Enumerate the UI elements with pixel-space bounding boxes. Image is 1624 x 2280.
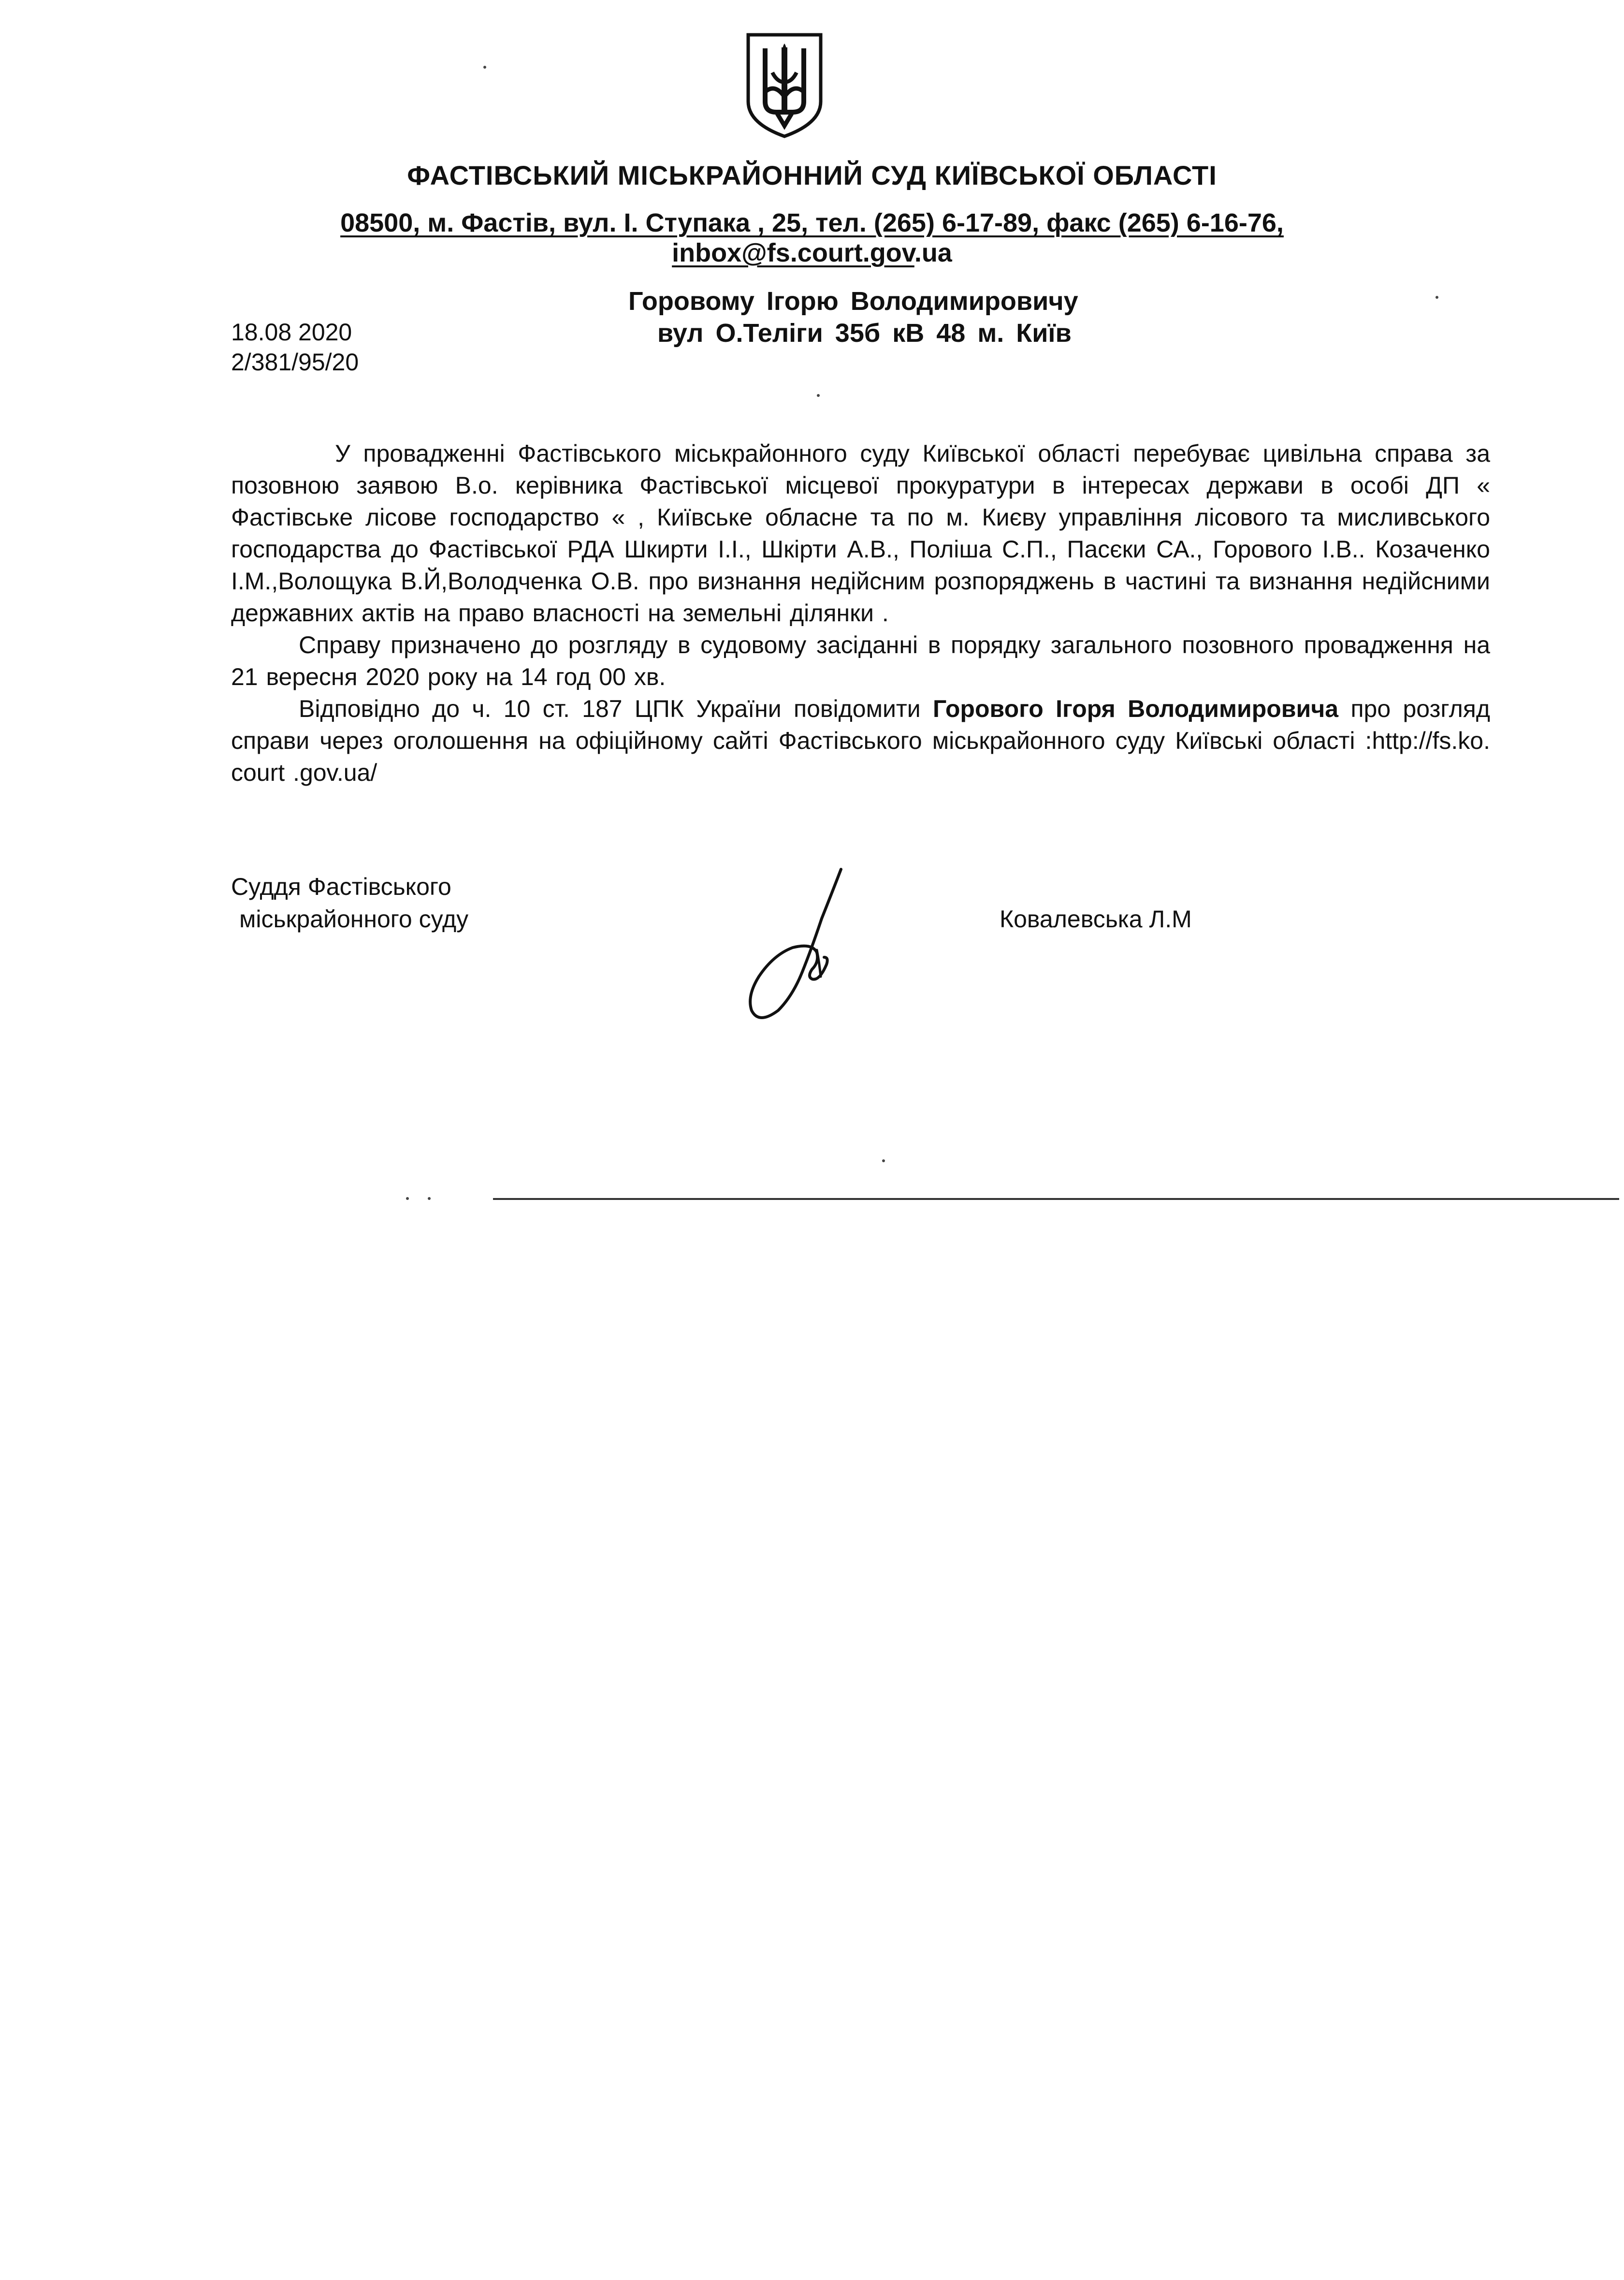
court-name: ФАСТІВСЬКИЙ МІСЬКРАЙОННИЙ СУД КИЇВСЬКОЇ ОБЛАСТІ xyxy=(407,160,1217,190)
court-email xyxy=(0,238,1624,268)
court-address: 08500, м. Фастів, вул. І. Ступака , 25, тел. (265) 6-17-89, факс (265) 6-16-76, xyxy=(340,208,1284,237)
judge-title-line-2: міськрайонного суду xyxy=(239,906,469,933)
scan-speck xyxy=(483,66,486,69)
coat-of-arms-icon xyxy=(739,29,830,140)
scan-speck xyxy=(406,1197,409,1200)
body-paragraph-3-end: про розгляд справи через оголошення на офіційному сайті Фастівського міськрайонного суду Київські області :http://fs.ko. court .gov.ua/ xyxy=(231,695,1490,786)
body-paragraph-3-bold-name: Горового Ігоря Володимировича xyxy=(933,695,1339,722)
scan-speck xyxy=(428,1197,431,1200)
scan-speck xyxy=(882,1159,885,1162)
judge-title-line-1: Суддя Фастівського xyxy=(231,873,451,900)
document-number: 2/381/95/20 xyxy=(231,349,359,376)
judge-name: Ковалевська Л.М xyxy=(1000,906,1192,933)
court-email-link[interactable]: inbox@fs.court.gov xyxy=(672,238,914,267)
recipient-name: Горовому Ігорю Володимировичу xyxy=(628,287,1078,316)
handwritten-signature-icon xyxy=(740,865,865,1035)
scan-speck xyxy=(1436,296,1438,299)
body-paragraph-1: У провадженні Фастівського міськрайонного суду Київської області перебуває цивільна справа за позовною заявою В.о. керівника Фастівської місцевої прокуратури в інтересах держави в особі ДП « Фастівське лісове господарство « , Київське обласне та по м. Києву управління лісового та мисливського господарства до Фастівської РДА Шкирти І.І., Шкірти А.В., Поліша С.П., Пасєки СА., Горового І.В.. Козаченко І.М.,Волощука В.Й,Володченка О.В. про визнання недійсним розпоряджень в частині та визнання недійсними державних актів на право власності на земельні ділянки . xyxy=(231,440,1490,627)
court-email-suffix: .ua xyxy=(914,238,952,267)
body-paragraph-3-start: Відповідно до ч. 10 ст. 187 ЦПК України повідомити xyxy=(299,695,933,722)
divider-line xyxy=(493,1198,1619,1200)
document-date: 18.08 2020 xyxy=(231,319,352,346)
document-body xyxy=(231,438,1490,789)
recipient-address: вул О.Теліги 35б кВ 48 м. Київ xyxy=(657,319,1072,348)
body-paragraph-2: Справу призначено до розгляду в судовому засіданні в порядку загального позовного провадження на 21 вересня 2020 року на 14 год 00 хв. xyxy=(231,631,1490,690)
body-paragraph-3 xyxy=(231,693,1490,789)
scan-speck xyxy=(817,394,820,397)
